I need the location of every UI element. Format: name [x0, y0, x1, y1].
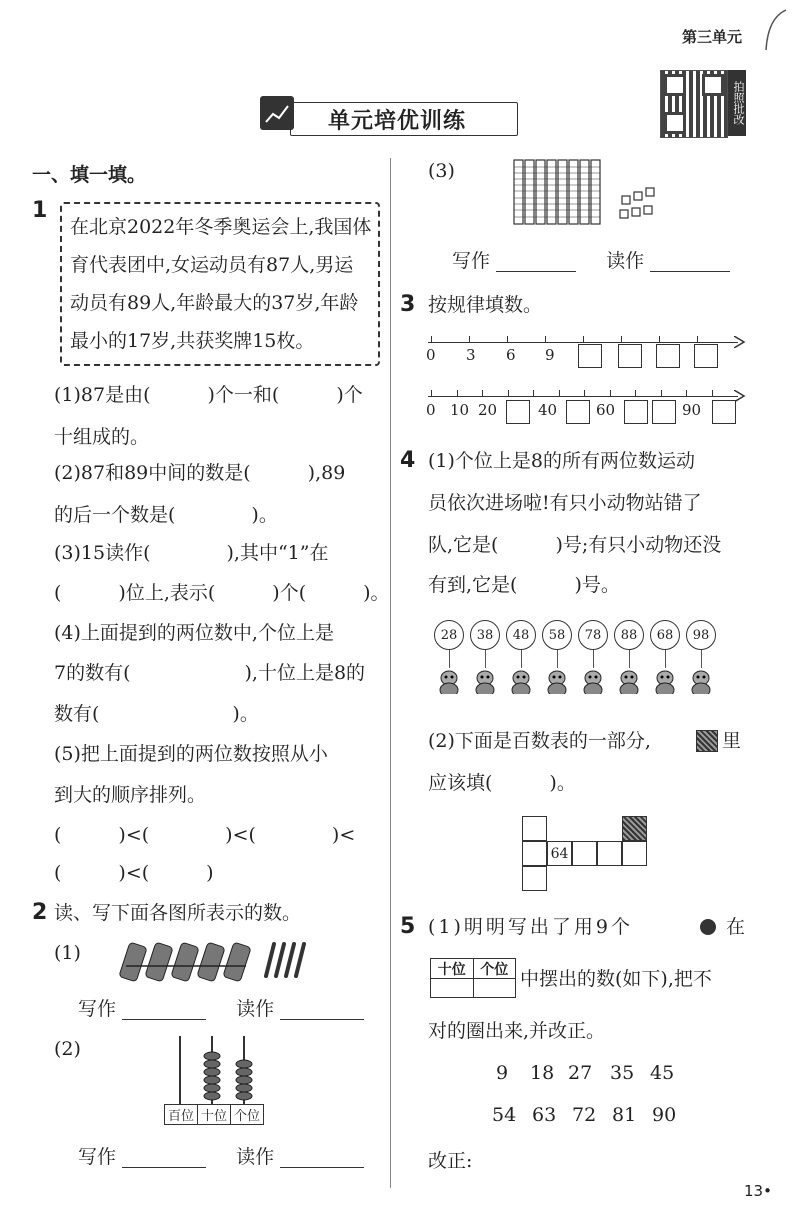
balloon-number: 68 — [650, 620, 680, 650]
q5-line1-end: 在 — [726, 916, 746, 938]
abacus-place: 个位 — [233, 1109, 260, 1124]
balloon-string — [521, 650, 522, 668]
tick-label: 3 — [466, 346, 476, 364]
q2-sub3: (3) — [428, 160, 455, 182]
balloon-number: 48 — [506, 620, 536, 650]
balloon-string — [701, 650, 702, 668]
balloon-string — [629, 650, 630, 668]
place-header: 十位 — [431, 959, 474, 978]
written-number[interactable]: 81 — [612, 1104, 637, 1126]
written-number[interactable]: 18 — [530, 1062, 555, 1084]
read-label: 读作 — [236, 998, 275, 1020]
q2-number: 2 — [32, 900, 48, 925]
tick-mark — [621, 336, 622, 343]
bead-icon — [700, 919, 716, 935]
tick-label: 10 — [450, 401, 470, 419]
hundred-cell-value: 64 — [547, 841, 572, 866]
q2-title: 读、写下面各图所表示的数。 — [54, 902, 302, 924]
q5-line2: 中摆出的数(如下),把不 — [520, 968, 712, 990]
balloon-number: 28 — [434, 620, 464, 650]
unit-label: 第三单元 — [682, 28, 743, 46]
banner-icon — [260, 96, 294, 130]
answer-box[interactable] — [618, 344, 642, 368]
hundred-cell — [522, 841, 547, 866]
balloon-number: 98 — [686, 620, 716, 650]
hundred-cell — [572, 841, 597, 866]
q3-title: 按规律填数。 — [428, 294, 543, 316]
column-divider — [390, 158, 391, 1188]
abacus — [164, 1034, 264, 1106]
q1-line: 的后一个数是( )。 — [54, 504, 278, 526]
q4-line: (1)个位上是8的所有两位数运动 — [428, 450, 696, 472]
balloon-number: 78 — [578, 620, 608, 650]
tick-mark — [697, 336, 698, 343]
animal-icon — [472, 668, 498, 694]
q1-line: 7的数有( ),十位上是8的 — [54, 662, 366, 684]
balloon-number: 88 — [614, 620, 644, 650]
written-number[interactable]: 27 — [568, 1062, 593, 1084]
tick-label: 6 — [506, 346, 516, 364]
abacus-place: 百位 — [165, 1105, 198, 1124]
written-number[interactable]: 90 — [652, 1104, 677, 1126]
q1-passage-line: 动员有89人,年龄最大的37岁,年龄 — [70, 292, 359, 314]
arrow-icon — [734, 336, 746, 348]
fix-label: 改正: — [428, 1150, 473, 1172]
q2-sub2: (2) — [54, 1038, 81, 1060]
hundred-cell — [522, 866, 547, 891]
answer-blank[interactable] — [280, 1149, 364, 1168]
balloon-number: 58 — [542, 620, 572, 650]
write-label: 写作 — [78, 998, 117, 1020]
q2-1-write — [78, 998, 364, 1020]
qr-side-label: 拍照批改 — [728, 70, 746, 136]
tick-label: 0 — [426, 346, 436, 364]
q1-line: ( )位上,表示( )个( )。 — [54, 582, 390, 604]
tick-mark — [469, 336, 470, 343]
qr-code[interactable] — [660, 70, 728, 138]
answer-blank[interactable] — [496, 253, 576, 272]
animal-icon — [616, 668, 642, 694]
answer-box[interactable] — [694, 344, 718, 368]
answer-box[interactable] — [652, 400, 676, 424]
answer-box[interactable] — [566, 400, 590, 424]
q1-line: (3)15读作( ),其中“1”在 — [54, 542, 329, 564]
answer-box[interactable] — [506, 400, 530, 424]
abacus-place: 十位 — [198, 1105, 231, 1124]
answer-blank[interactable] — [122, 1149, 206, 1168]
read-label: 读作 — [606, 250, 645, 272]
tick-label: 90 — [682, 401, 702, 419]
q4-part2-line: 应该填( )。 — [428, 772, 576, 794]
answer-box[interactable] — [624, 400, 648, 424]
q4-number: 4 — [400, 448, 416, 473]
place-header: 个位 — [480, 962, 509, 978]
q5-line1: (1)明明写出了用9个 — [428, 916, 634, 938]
animal-icon — [688, 668, 714, 694]
write-label: 写作 — [78, 1146, 117, 1168]
answer-blank[interactable] — [122, 1001, 206, 1020]
tick-label: 20 — [478, 401, 498, 419]
q1-passage-line: 育代表团中,女运动员有87人,男运 — [70, 254, 354, 276]
bundles-of-sticks — [118, 936, 308, 984]
q1-line: ( )<( )<( )< — [54, 824, 356, 846]
tick-mark — [583, 336, 584, 343]
q3-number: 3 — [400, 292, 416, 317]
q1-line: (5)把上面提到的两位数按照从小 — [54, 743, 328, 765]
q1-line: (4)上面提到的两位数中,个位上是 — [54, 622, 334, 644]
q1-line: 十组成的。 — [54, 426, 150, 448]
hundred-cell — [522, 816, 547, 841]
answer-box[interactable] — [712, 400, 736, 424]
tick-mark — [507, 336, 508, 343]
banner-title: 单元培优训练 — [328, 109, 467, 134]
tick-label: 60 — [596, 401, 616, 419]
abacus-labels — [164, 1104, 264, 1125]
tick-mark — [659, 336, 660, 343]
animal-icon — [508, 668, 534, 694]
q2-3-write — [452, 250, 730, 272]
written-number[interactable]: 72 — [572, 1104, 597, 1126]
page-number: 13• — [744, 1182, 772, 1200]
animal-icon — [436, 668, 462, 694]
q1-passage-line: 最小的17岁,共获奖牌15枚。 — [70, 330, 315, 352]
balloon-string — [593, 650, 594, 668]
banner — [260, 96, 518, 136]
hundred-blocks — [512, 158, 662, 232]
q4-line: 有到,它是( )号。 — [428, 574, 620, 596]
answer-blank[interactable] — [280, 1001, 364, 1020]
q1-line: ( )<( ) — [54, 862, 214, 884]
q1-number: 1 — [32, 198, 48, 223]
q5-line3: 对的圈出来,并改正。 — [428, 1020, 606, 1042]
number-line-2 — [428, 396, 738, 397]
tick-label: 40 — [538, 401, 558, 419]
animal-icon — [544, 668, 570, 694]
q4-part2-suffix: 里 — [722, 730, 742, 752]
q1-passage-line: 在北京2022年冬季奥运会上,我国体 — [70, 216, 372, 238]
tick-label: 0 — [426, 401, 436, 419]
tick-mark — [545, 336, 546, 343]
answer-blank[interactable] — [650, 253, 730, 272]
section-title: 一、填一填。 — [32, 164, 147, 186]
q4-part2-line: (2)下面是百数表的一部分, — [428, 730, 651, 752]
written-number[interactable]: 63 — [532, 1104, 557, 1126]
corner-curve — [758, 8, 788, 52]
animal-icon — [652, 668, 678, 694]
q2-sub1: (1) — [54, 942, 81, 964]
q2-2-write — [78, 1146, 364, 1168]
write-label: 写作 — [452, 250, 491, 272]
hundred-cell — [597, 841, 622, 866]
written-number[interactable]: 9 — [496, 1062, 509, 1084]
q1-line: 数有( )。 — [54, 703, 259, 725]
tick-label: 9 — [545, 346, 555, 364]
hundred-cell-shaded — [622, 816, 647, 841]
balloon-number: 38 — [470, 620, 500, 650]
read-label: 读作 — [236, 1146, 275, 1168]
place-value-table — [430, 958, 516, 998]
q4-line: 员依次进场啦!有只小动物站错了 — [428, 492, 702, 514]
balloon-string — [557, 650, 558, 668]
q1-line: (2)87和89中间的数是( ),89 — [54, 462, 346, 484]
balloon-string — [485, 650, 486, 668]
answer-box[interactable] — [656, 344, 680, 368]
shaded-square-icon — [696, 730, 718, 752]
written-number[interactable]: 35 — [610, 1062, 635, 1084]
animal-icon — [580, 668, 606, 694]
hundred-cell — [622, 841, 647, 866]
balloon-string — [665, 650, 666, 668]
written-number[interactable]: 45 — [650, 1062, 675, 1084]
written-number[interactable]: 54 — [492, 1104, 517, 1126]
balloon-string — [449, 650, 450, 668]
q5-number: 5 — [400, 914, 416, 939]
q1-line: 到大的顺序排列。 — [54, 784, 207, 806]
tick-mark — [431, 336, 432, 343]
q4-line: 队,它是( )号;有只小动物还没 — [428, 534, 722, 556]
answer-box[interactable] — [578, 344, 602, 368]
q1-line: (1)87是由( )个一和( )个 — [54, 384, 363, 406]
